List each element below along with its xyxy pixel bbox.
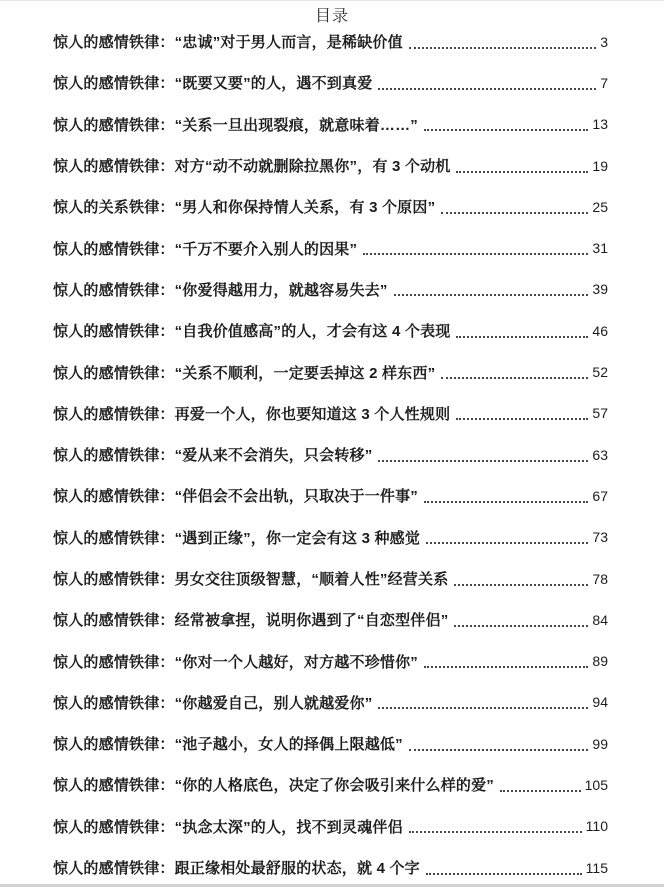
- dotted-leader: [456, 324, 588, 338]
- toc-entry-page: 115: [585, 859, 608, 876]
- toc-entry-title[interactable]: 惊人的感情铁律：“池子越小，女人的择偶上限越低”: [53, 736, 403, 754]
- toc-entry-page: 7: [600, 74, 608, 91]
- dotted-leader: [409, 737, 589, 751]
- page-edge-top: [0, 0, 664, 1]
- toc-entry-page: 19: [592, 157, 608, 174]
- toc-entry-title[interactable]: 惊人的感情铁律：“关系不顺利，一定要丢掉这 2 样东西”: [53, 364, 436, 382]
- toc-entry-page: 110: [585, 818, 608, 835]
- dotted-leader: [441, 365, 588, 379]
- dotted-leader: [424, 654, 588, 668]
- toc-entry-page: 94: [592, 694, 608, 711]
- toc-entry-title[interactable]: 惊人的感情铁律：“千万不要介入别人的因果”: [53, 240, 358, 258]
- dotted-leader: [363, 241, 588, 255]
- toc-entry-title[interactable]: 惊人的感情铁律：经常被拿捏，说明你遇到了“自恋型伴侣”: [53, 612, 449, 630]
- dotted-leader: [426, 530, 588, 544]
- dotted-leader: [441, 200, 588, 214]
- toc-entry-title[interactable]: 惊人的感情铁律：“关系一旦出现裂痕，就意味着……”: [53, 116, 419, 134]
- toc-entry[interactable]: [53, 351, 608, 392]
- toc-entry-page: 105: [584, 776, 608, 793]
- toc-entry[interactable]: [53, 847, 608, 887]
- toc-entry-page: 73: [592, 529, 608, 546]
- toc-entry-page: 89: [592, 653, 608, 670]
- dotted-leader: [378, 695, 588, 709]
- page-title: 目录: [314, 8, 349, 25]
- toc-entry-title[interactable]: 惊人的感情铁律：“执念太深”的人，找不到灵魂伴侣: [53, 818, 403, 836]
- toc-entry-title[interactable]: 惊人的感情铁律：“既要又要”的人，遇不到真爱: [53, 75, 373, 93]
- dotted-leader: [394, 282, 589, 296]
- toc-entry-page: 57: [592, 405, 608, 422]
- toc-entry[interactable]: [53, 640, 608, 681]
- toc-entry[interactable]: [53, 723, 608, 764]
- toc-entry-title[interactable]: 惊人的感情铁律：对方“动不动就删除拉黑你”，有 3 个动机: [53, 158, 451, 176]
- dotted-leader: [424, 117, 588, 131]
- toc-entry[interactable]: [53, 186, 608, 227]
- dotted-leader: [500, 778, 581, 792]
- toc-entry-title[interactable]: 惊人的感情铁律：“你对一个人越好，对方越不珍惜你”: [53, 653, 419, 671]
- toc-entry[interactable]: [53, 62, 608, 103]
- toc-entry[interactable]: [53, 393, 608, 434]
- toc-entry[interactable]: [53, 310, 608, 351]
- toc-entry-page: 84: [592, 611, 608, 628]
- dotted-leader: [378, 448, 588, 462]
- toc-entry-page: 63: [592, 446, 608, 463]
- toc-entry-page: 13: [592, 116, 608, 133]
- toc-entry[interactable]: [53, 764, 608, 805]
- toc-entry-page: 25: [592, 198, 608, 215]
- dotted-leader: [426, 861, 582, 875]
- dotted-leader: [409, 35, 596, 49]
- toc-entry-title[interactable]: 惊人的感情铁律：“你越爱自己，别人就越爱你”: [53, 694, 373, 712]
- toc-entry-page: 46: [592, 322, 608, 339]
- toc-entry-title[interactable]: 惊人的关系铁律：“男人和你保持情人关系，有 3 个原因”: [53, 199, 436, 217]
- toc-entry[interactable]: [53, 806, 608, 847]
- dotted-leader: [454, 572, 588, 586]
- toc-entry-page: 52: [592, 364, 608, 381]
- toc-list: [53, 21, 608, 887]
- toc-entry-title[interactable]: 惊人的感情铁律：“遇到正缘”，你一定会有这 3 种感觉: [53, 529, 421, 547]
- toc-entry[interactable]: [53, 599, 608, 640]
- toc-entry-title[interactable]: 惊人的感情铁律：“伴侣会不会出轨，只取决于一件事”: [53, 488, 419, 506]
- toc-entry-title[interactable]: 惊人的感情铁律：再爱一个人，你也要知道这 3 个人性规则: [53, 405, 451, 423]
- toc-entry-title[interactable]: 惊人的感情铁律：“自我价值感高”的人，才会有这 4 个表现: [53, 323, 451, 341]
- toc-entry[interactable]: [53, 558, 608, 599]
- dotted-leader: [409, 819, 582, 833]
- toc-entry[interactable]: [53, 227, 608, 268]
- toc-entry[interactable]: [53, 21, 608, 62]
- dotted-leader: [456, 406, 588, 420]
- dotted-leader: [454, 613, 588, 627]
- toc-entry-title[interactable]: 惊人的感情铁律：“你的人格底色，决定了你会吸引来什么样的爱”: [53, 777, 495, 795]
- toc-entry-page: 39: [592, 281, 608, 298]
- dotted-leader: [456, 159, 588, 173]
- toc-entry-page: 78: [592, 570, 608, 587]
- toc-entry-page: 99: [592, 735, 608, 752]
- toc-entry[interactable]: [53, 682, 608, 723]
- toc-entry[interactable]: [53, 517, 608, 558]
- toc-entry-page: 3: [600, 33, 608, 50]
- toc-entry[interactable]: [53, 104, 608, 145]
- toc-entry-title[interactable]: 惊人的感情铁律：“你爱得越用力，就越容易失去”: [53, 281, 388, 299]
- toc-entry-title[interactable]: 惊人的感情铁律：跟正缘相处最舒服的状态，就 4 个字: [53, 860, 420, 878]
- toc-entry[interactable]: [53, 269, 608, 310]
- toc-entry[interactable]: [53, 434, 608, 475]
- dotted-leader: [424, 489, 588, 503]
- toc-entry-title[interactable]: 惊人的感情铁律：“爱从来不会消失，只会转移”: [53, 447, 373, 465]
- toc-entry[interactable]: [53, 145, 608, 186]
- toc-entry[interactable]: [53, 475, 608, 516]
- toc-entry-title[interactable]: 惊人的感情铁律：“忠诚”对于男人而言，是稀缺价值: [53, 34, 403, 52]
- toc-entry-page: 31: [592, 240, 608, 257]
- toc-entry-page: 67: [592, 487, 608, 504]
- dotted-leader: [378, 76, 596, 90]
- toc-entry-title[interactable]: 惊人的感情铁律：男女交往顶级智慧，“顺着人性”经营关系: [53, 571, 449, 588]
